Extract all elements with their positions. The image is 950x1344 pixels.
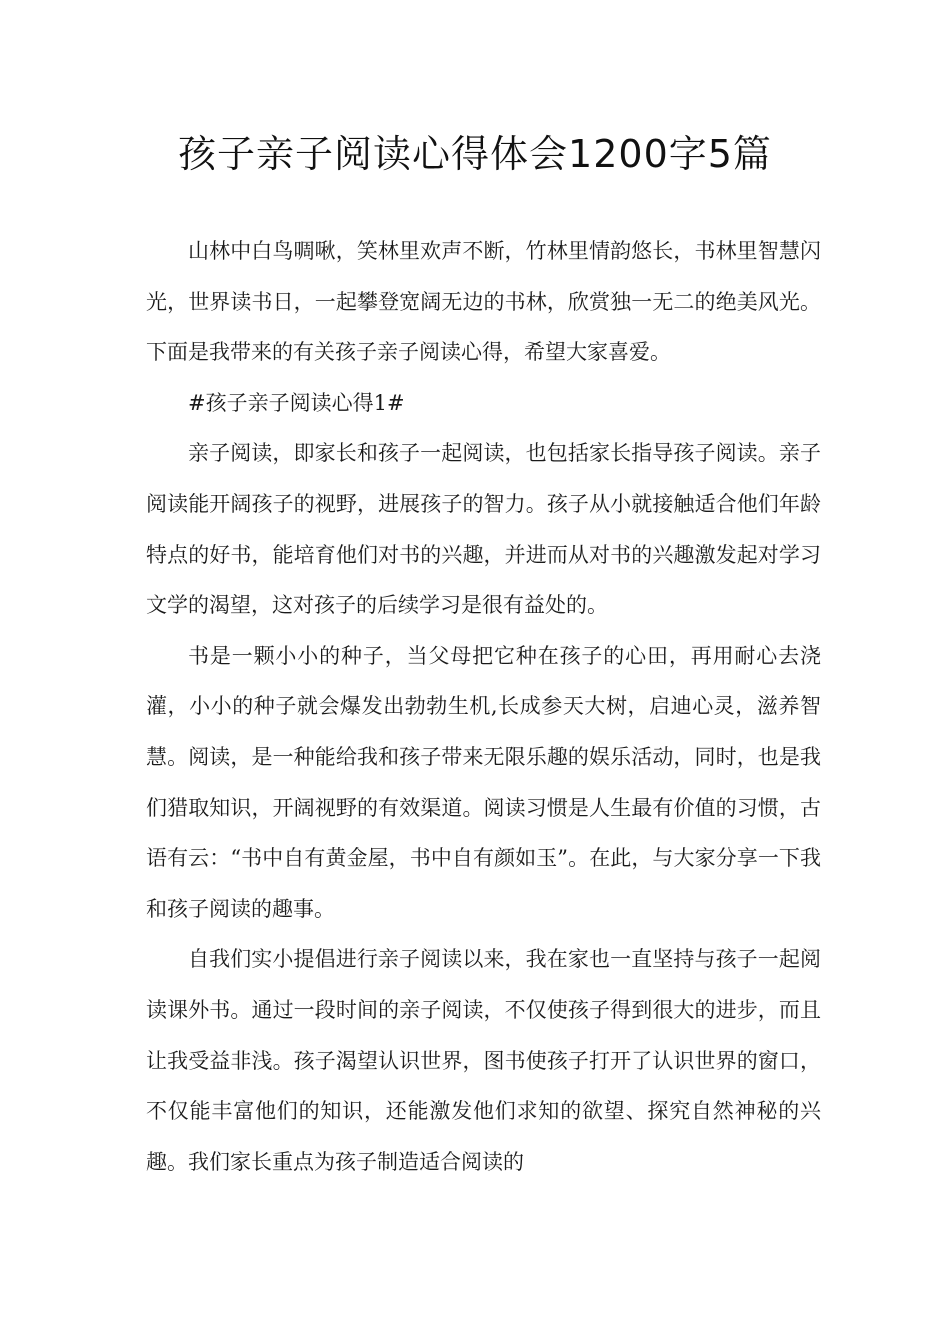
document-title: 孩子亲子阅读心得体会1200字5篇 <box>178 132 772 176</box>
paragraph-intro: 山林中白鸟啁啾，笑林里欢声不断，竹林里情韵悠长，书林里智慧闪光，世界读书日，一起攀登宽阔无边的书林，欣赏独一无二的绝美风光。下面是我带来的有关孩子亲子阅读心得，希望大家喜爱。 <box>146 239 821 365</box>
document-body <box>146 226 821 1187</box>
paragraph: 自我们实小提倡进行亲子阅读以来，我在家也一直坚持与孩子一起阅读课外书。通过一段时间的亲子阅读，不仅使孩子得到很大的进步，而且让我受益非浅。孩子渴望认识世界，图书使孩子打开了认识世界的窗口，不仅能丰富他们的知识，还能激发他们求知的欲望、探究自然神秘的兴趣。我们家长重点为孩子制造适合阅读的 <box>146 947 821 1174</box>
section-heading: #孩子亲子阅读心得1# <box>188 390 405 415</box>
paragraph: 书是一颗小小的种子，当父母把它种在孩子的心田，再用耐心去浇灌，小小的种子就会爆发出勃勃生机,长成参天大树，启迪心灵，滋养智慧。阅读，是一种能给我和孩子带来无限乐趣的娱乐活动，同时，也是我们猎取知识，开阔视野的有效渠道。阅读习惯是人生最有价值的习惯，古语有云：“书中自有黄金屋，书中自有颜如玉”。在此，与大家分享一下我和孩子阅读的趣事。 <box>146 643 821 921</box>
paragraph: 亲子阅读，即家长和孩子一起阅读，也包括家长指导孩子阅读。亲子阅读能开阔孩子的视野，进展孩子的智力。孩子从小就接触适合他们年龄特点的好书，能培育他们对书的兴趣，并进而从对书的兴趣激发起对学习文学的渴望，这对孩子的后续学习是很有益处的。 <box>146 441 821 618</box>
